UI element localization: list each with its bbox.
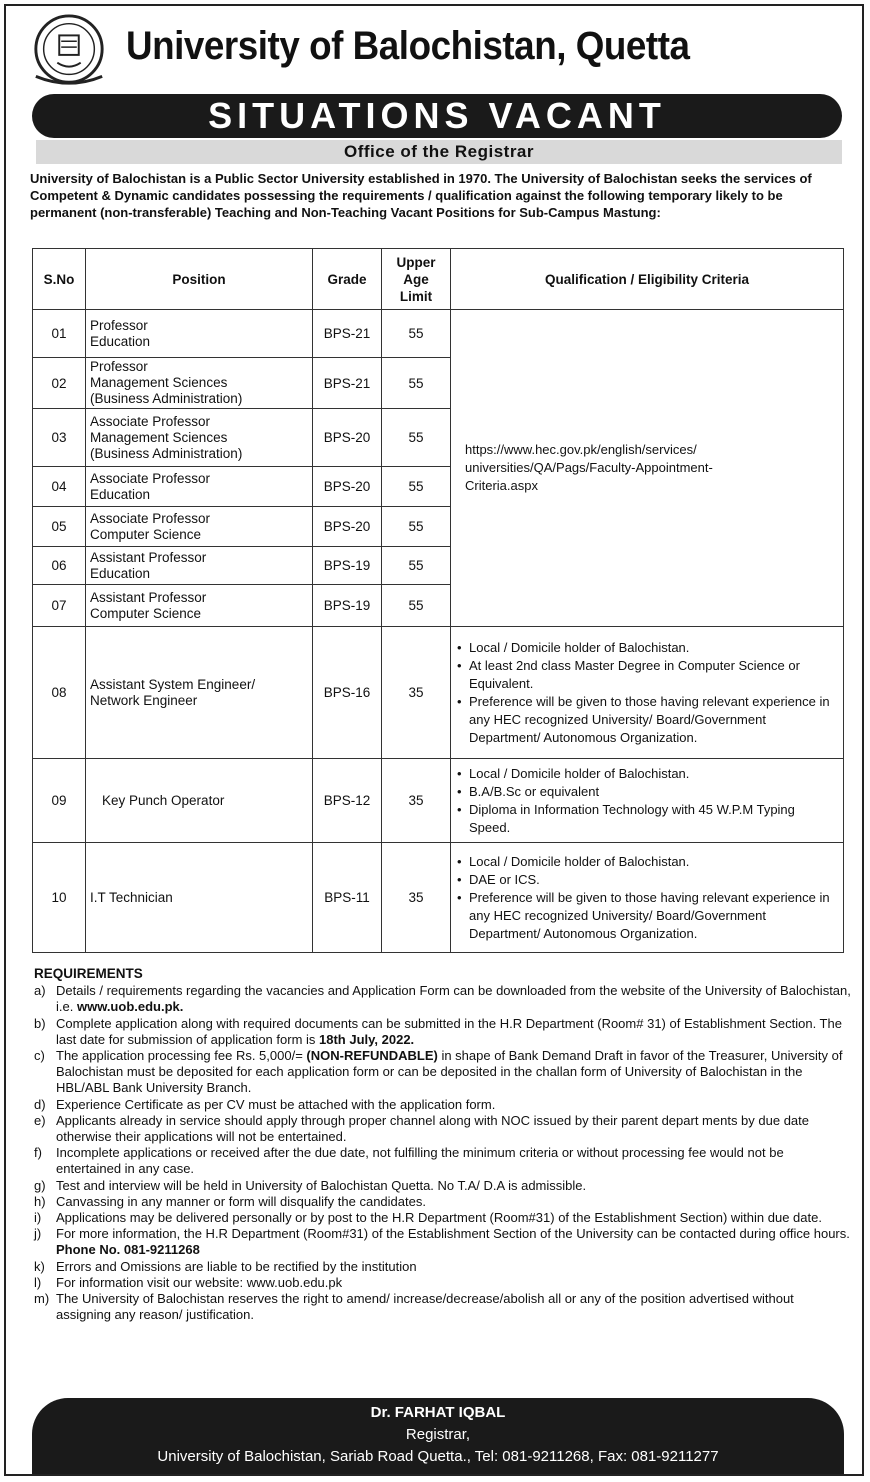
row-sno: 04: [33, 467, 86, 507]
row-grade: BPS-16: [313, 627, 382, 759]
requirement-text: The application processing fee Rs. 5,000/=: [56, 1048, 307, 1064]
row-position: I.T Technician: [86, 843, 313, 953]
hec-criteria-link: https://www.hec.gov.pk/english/services/ universities/QA/Pags/Faculty-Appointment- Criteria.aspx: [451, 310, 844, 627]
requirement-item: [34, 1097, 852, 1113]
row-age-limit: 55: [382, 467, 451, 507]
criteria-item: • Preference will be given to those having relevant experience in any HEC recognized University/ Board/Government Department/ Autonomous Organization.: [455, 693, 839, 747]
table-row: [33, 843, 844, 953]
row-position: Associate Professor Management Sciences (Business Administration): [86, 409, 313, 467]
row-position: Assistant Professor Computer Science: [86, 585, 313, 627]
requirement-text-continued: in shape of Bank Demand Draft in favor of the Treasurer, University of Balochistan must be deposited for each application form or can be deposited in the challan form of University of Balochistan in the HBL/ABL Bank University Branch.: [56, 1048, 843, 1096]
requirement-bold-text: Phone No. 081-9211268: [56, 1242, 200, 1258]
office-heading: Office of the Registrar: [36, 140, 842, 164]
requirement-label: h): [34, 1193, 46, 1209]
requirement-item: [34, 1259, 852, 1275]
col-age: Upper Age Limit: [382, 249, 451, 310]
university-title: University of Balochistan, Quetta: [126, 24, 690, 68]
row-grade: BPS-19: [313, 547, 382, 585]
row-grade: BPS-19: [313, 585, 382, 627]
criteria-item: • DAE or ICS.: [455, 871, 839, 889]
row-grade: BPS-20: [313, 507, 382, 547]
requirement-text: Canvassing in any manner or form will disqualify the candidates.: [56, 1193, 426, 1209]
row-age-limit: 55: [382, 310, 451, 358]
row-sno: 10: [33, 843, 86, 953]
row-age-limit: 35: [382, 843, 451, 953]
row-sno: 01: [33, 310, 86, 358]
row-position: Assistant System Engineer/ Network Engineer: [86, 627, 313, 759]
row-grade: BPS-21: [313, 310, 382, 358]
row-sno: 03: [33, 409, 86, 467]
col-grade: Grade: [313, 249, 382, 310]
criteria-list: [455, 639, 839, 747]
vacancy-table: [32, 248, 844, 953]
row-grade: BPS-20: [313, 409, 382, 467]
requirement-item: [34, 1016, 852, 1048]
requirement-item: [34, 1178, 852, 1194]
requirement-label: e): [34, 1112, 46, 1128]
requirement-item: [34, 1210, 852, 1226]
requirement-item: [34, 1113, 852, 1145]
table-row: [33, 759, 844, 843]
requirement-item: [34, 983, 852, 1015]
requirement-text: Test and interview will be held in University of Balochistan Quetta. No T.A/ D.A is admissible.: [56, 1177, 587, 1193]
requirement-label: g): [34, 1177, 46, 1193]
requirement-item: [34, 1275, 852, 1291]
header: [6, 6, 862, 92]
requirement-text: Applications may be delivered personally or by post to the H.R Department (Room#31) of the Establishment Section) within due date.: [56, 1210, 822, 1226]
requirement-bold-text: 18th July, 2022.: [319, 1031, 415, 1047]
row-position: Professor Management Sciences (Business Administration): [86, 358, 313, 409]
table-header-row: [33, 249, 844, 310]
criteria-item: • Diploma in Information Technology with 45 W.P.M Typing Speed.: [455, 801, 839, 837]
row-qualification: [451, 843, 844, 953]
requirement-label: a): [34, 983, 46, 999]
row-qualification: [451, 627, 844, 759]
requirement-text: For information visit our website: www.uob.edu.pk: [56, 1274, 343, 1290]
registrar-address: University of Balochistan, Sariab Road Quetta., Tel: 081-9211268, Fax: 081-9211277: [157, 1448, 719, 1465]
situations-vacant-banner: SITUATIONS VACANT: [32, 94, 842, 138]
requirement-label: k): [34, 1258, 45, 1274]
criteria-list: [455, 853, 839, 943]
row-grade: BPS-21: [313, 358, 382, 409]
row-grade: BPS-20: [313, 467, 382, 507]
row-sno: 07: [33, 585, 86, 627]
row-sno: 02: [33, 358, 86, 409]
row-age-limit: 55: [382, 358, 451, 409]
requirements-section: [34, 966, 852, 1323]
criteria-item: • Local / Domicile holder of Balochistan.: [455, 639, 839, 657]
requirement-label: d): [34, 1096, 46, 1112]
requirement-label: c): [34, 1048, 45, 1064]
requirement-bold-text: www.uob.edu.pk.: [76, 999, 184, 1015]
row-age-limit: 55: [382, 507, 451, 547]
requirement-text: Details / requirements regarding the vacancies and Application Form can be downloaded from the website of the University of Balochistan, i.e.: [56, 983, 851, 1015]
advertisement-page: [4, 4, 864, 1476]
row-grade: BPS-12: [313, 759, 382, 843]
criteria-list: [455, 765, 839, 837]
requirement-item: [34, 1048, 852, 1097]
row-age-limit: 35: [382, 627, 451, 759]
row-qualification: [451, 759, 844, 843]
requirement-item: [34, 1194, 852, 1210]
requirement-label: m): [34, 1291, 50, 1307]
row-sno: 09: [33, 759, 86, 843]
requirement-text: Errors and Omissions are liable to be rectified by the institution: [56, 1258, 417, 1274]
row-position: Assistant Professor Education: [86, 547, 313, 585]
row-age-limit: 55: [382, 409, 451, 467]
footer-signature: [32, 1398, 844, 1474]
registrar-name: Dr. FARHAT IQBAL: [370, 1404, 506, 1421]
col-sno: S.No: [33, 249, 86, 310]
col-qualification: Qualification / Eligibility Criteria: [451, 249, 844, 310]
requirement-text: Applicants already in service should apply through proper channel along with NOC issued by their parent depart ments by due date otherwise their applications will not be entertained.: [56, 1112, 809, 1145]
criteria-item: • Preference will be given to those having relevant experience in any HEC recognized University/ Board/Government Department/ Autonomous Organization.: [455, 889, 839, 943]
requirement-label: f): [34, 1145, 42, 1161]
criteria-item: • Local / Domicile holder of Balochistan.: [455, 853, 839, 871]
requirement-label: i): [34, 1210, 42, 1226]
requirement-text: For more information, the H.R Department (Room#31) of the Establishment Section of the University can be contacted during office hours.: [56, 1226, 850, 1242]
requirement-text: Incomplete applications or received after the due date, not fulfilling the minimum criteria or without processing fee would not be entertained in any case.: [56, 1145, 784, 1177]
row-sno: 06: [33, 547, 86, 585]
row-sno: 08: [33, 627, 86, 759]
registrar-designation: Registrar,: [405, 1426, 471, 1443]
requirement-item: [34, 1226, 852, 1258]
requirement-text: Experience Certificate as per CV must be attached with the application form.: [56, 1096, 496, 1112]
requirements-list: [34, 983, 852, 1323]
requirement-item: [34, 1145, 852, 1177]
row-grade: BPS-11: [313, 843, 382, 953]
requirement-item: [34, 1291, 852, 1323]
row-sno: 05: [33, 507, 86, 547]
requirement-label: l): [34, 1274, 42, 1290]
table-row: [33, 310, 844, 358]
requirement-text: The University of Balochistan reserves the right to amend/ increase/decrease/abolish all or any of the position advertised without assigning any reason/ justification.: [56, 1291, 794, 1323]
row-position: Professor Education: [86, 310, 313, 358]
criteria-item: • Local / Domicile holder of Balochistan.: [455, 765, 839, 783]
requirement-label: j): [34, 1226, 42, 1242]
university-seal-icon: [30, 12, 108, 90]
criteria-item: • B.A/B.Sc or equivalent: [455, 783, 839, 801]
row-age-limit: 55: [382, 547, 451, 585]
row-age-limit: 35: [382, 759, 451, 843]
requirement-text: Complete application along with required documents can be submitted in the H.R Department (Room# 31) of Establishment Section. The last date for submission of application form is: [56, 1015, 842, 1047]
row-position: Associate Professor Education: [86, 467, 313, 507]
requirements-title: REQUIREMENTS: [34, 966, 143, 981]
criteria-item: • At least 2nd class Master Degree in Computer Science or Equivalent.: [455, 657, 839, 693]
row-position: Associate Professor Computer Science: [86, 507, 313, 547]
row-age-limit: 55: [382, 585, 451, 627]
requirement-bold-text: (NON-REFUNDABLE): [306, 1048, 438, 1064]
col-position: Position: [86, 249, 313, 310]
table-row: [33, 627, 844, 759]
requirement-label: b): [34, 1015, 46, 1031]
intro-paragraph: University of Balochistan is a Public Sector University established in 1970. The University of Balochistan seeks the services of Competent & Dynamic candidates possessing the requirements / qualification against the following temporary likely to be permanent (non-transferable) Teaching and Non-Teaching Vacant Positions for Sub-Campus Mastung:: [30, 171, 812, 220]
row-position: Key Punch Operator: [86, 759, 313, 843]
